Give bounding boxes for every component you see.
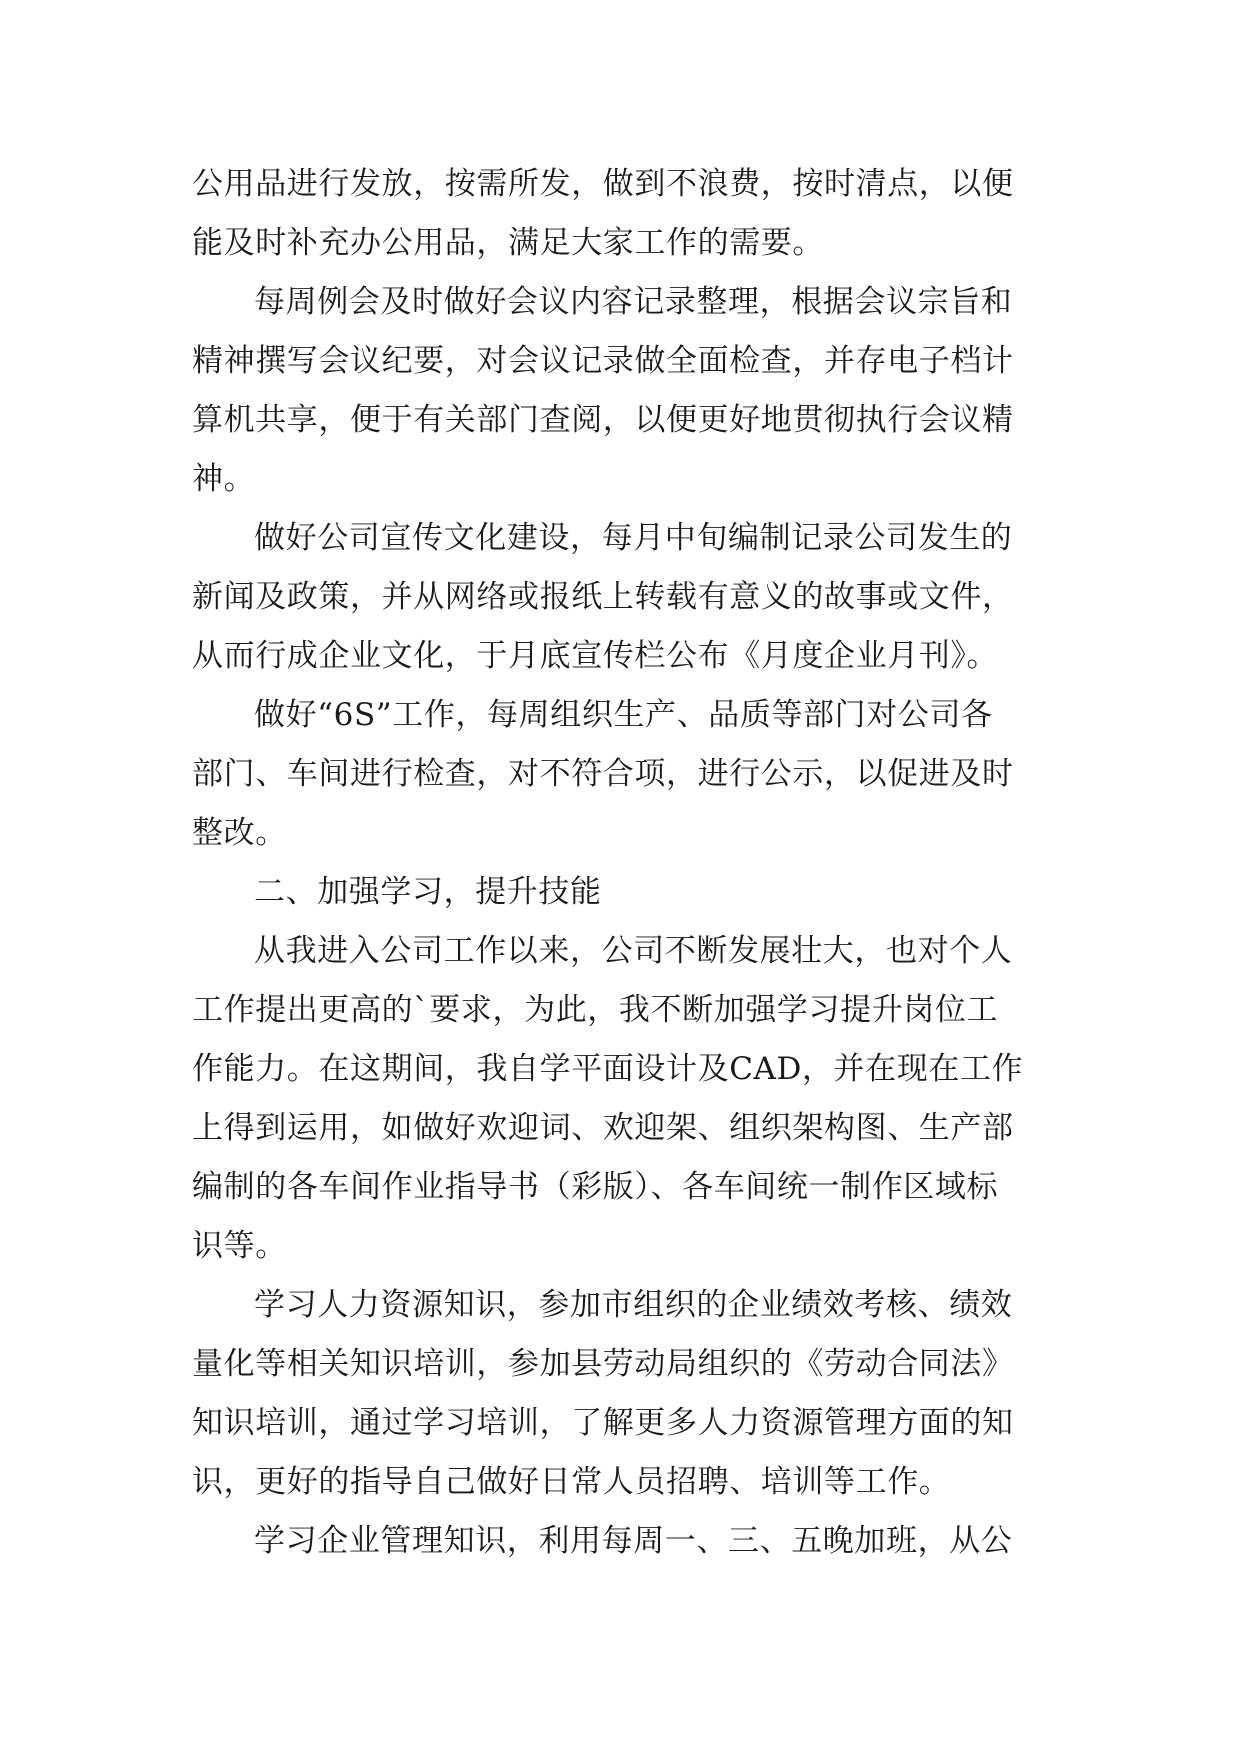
text-line: 识，更好的指导自己做好日常人员招聘、培训等工作。 bbox=[192, 1464, 951, 1500]
text-line: 做好公司宣传文化建设，每月中旬编制记录公司发生的 bbox=[254, 520, 1013, 556]
text-line: 整改。 bbox=[192, 815, 287, 851]
text-line: 从而行成企业文化，于月底宣传栏公布《月度企业月刊》。 bbox=[192, 638, 999, 674]
text-line: 上得到运用，如做好欢迎词、欢迎架、组织架构图、生产部 bbox=[192, 1110, 1014, 1146]
text-line: 能及时补充办公用品，满足大家工作的需要。 bbox=[192, 225, 824, 261]
text-line: 量化等相关知识培训，参加县劳动局组织的《劳动合同法》 bbox=[192, 1346, 1014, 1382]
text-line: 做好“6S”工作，每周组织生产、品质等部门对公司各 bbox=[254, 697, 993, 733]
text-line: 学习人力资源知识，参加市组织的企业绩效考核、绩效 bbox=[254, 1287, 1013, 1323]
text-line: 公用品进行发放，按需所发，做到不浪费，按时清点，以便 bbox=[192, 166, 1014, 202]
document-body bbox=[192, 155, 1052, 1571]
text-line: 每周例会及时做好会议内容记录整理，根据会议宗旨和 bbox=[254, 284, 1013, 320]
text-line: 工作提出更高的`要求，为此，我不断加强学习提升岗位工 bbox=[192, 992, 999, 1028]
text-line: 编制的各车间作业指导书（彩版）、各车间统一制作区域标 bbox=[192, 1169, 999, 1205]
text-line: 算机共享，便于有关部门查阅，以便更好地贯彻执行会议精 bbox=[192, 402, 1014, 438]
text-line: 知识培训，通过学习培训，了解更多人力资源管理方面的知 bbox=[192, 1405, 1014, 1441]
text-line: 新闻及政策，并从网络或报纸上转载有意义的故事或文件， bbox=[192, 579, 1014, 615]
text-line: 部门、车间进行检查，对不符合项，进行公示，以促进及时 bbox=[192, 756, 1014, 792]
text-line: 学习企业管理知识，利用每周一、三、五晚加班，从公 bbox=[254, 1523, 1013, 1559]
text-line: 识等。 bbox=[192, 1228, 287, 1264]
section-heading: 二、加强学习，提升技能 bbox=[254, 874, 602, 910]
text-line: 精神撰写会议纪要，对会议记录做全面检查，并存电子档计 bbox=[192, 343, 1014, 379]
text-line: 神。 bbox=[192, 461, 256, 497]
text-line: 作能力。在这期间，我自学平面设计及CAD，并在现在工作 bbox=[192, 1051, 1024, 1087]
text-line: 从我进入公司工作以来，公司不断发展壮大，也对个人 bbox=[254, 933, 1013, 969]
